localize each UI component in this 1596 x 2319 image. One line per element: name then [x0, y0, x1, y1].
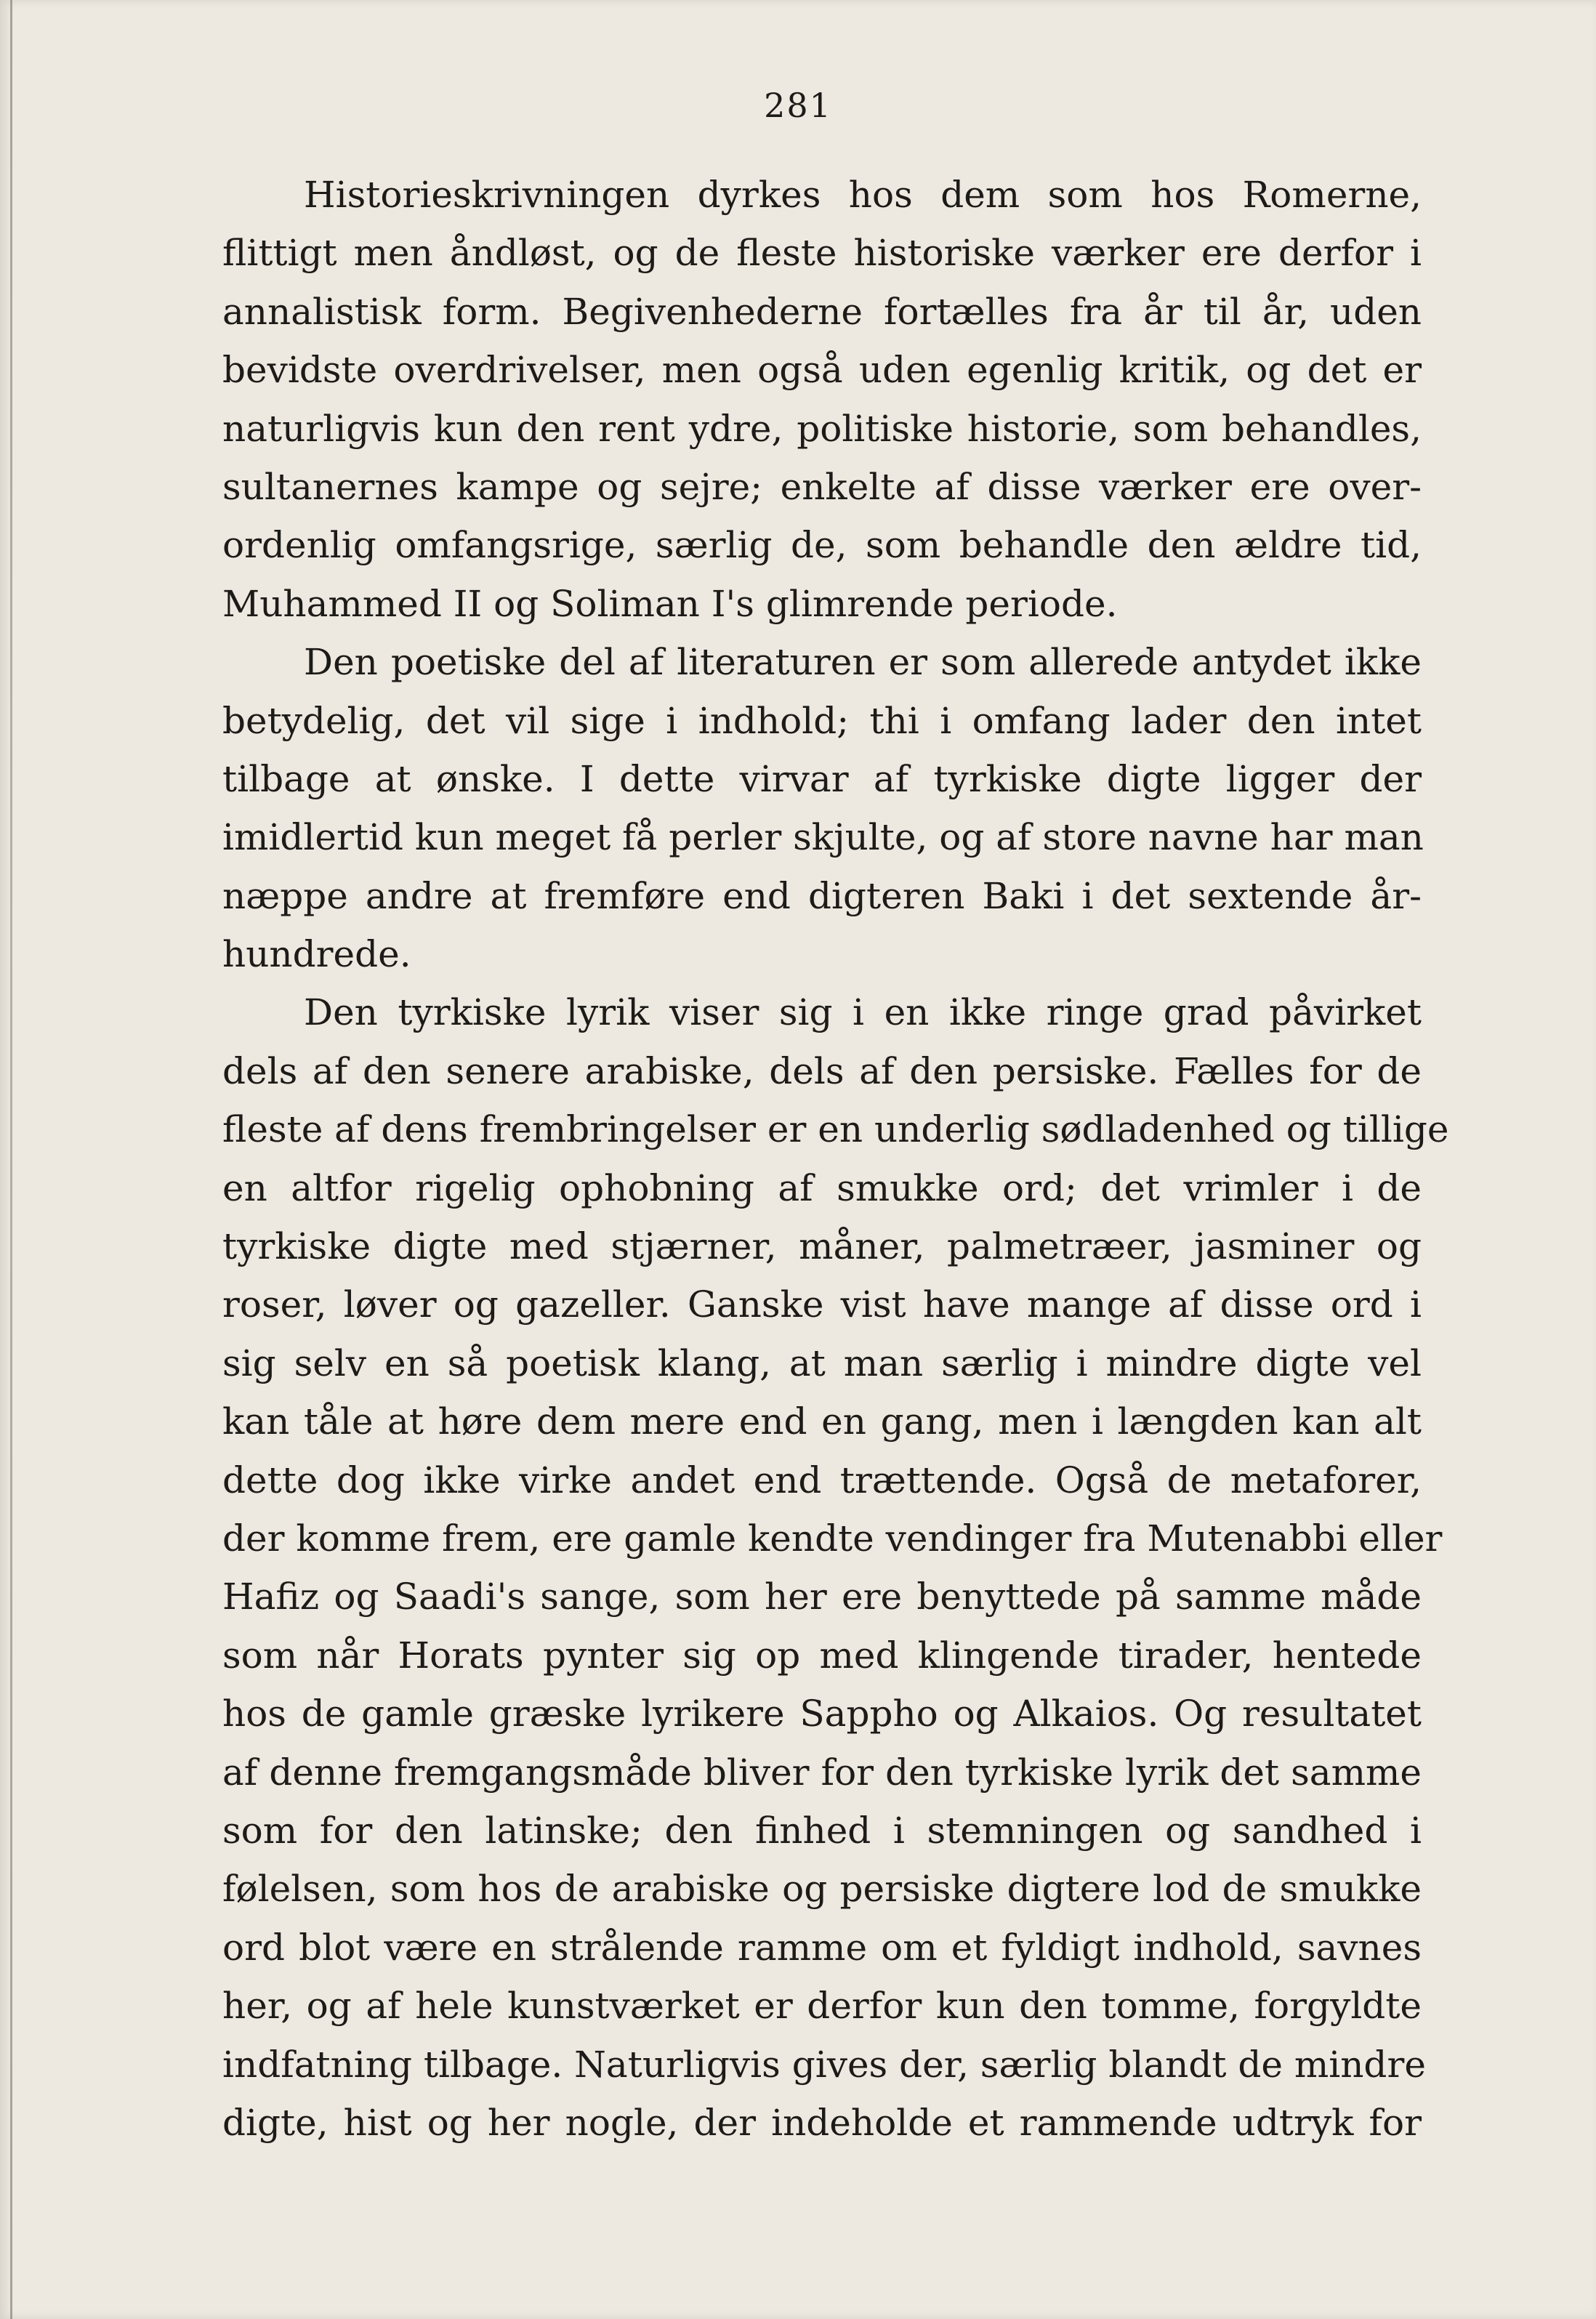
text-line: Den poetiske del af literaturen er som allerede antydet ikke	[304, 641, 1422, 684]
text-line: sultanernes kampe og sejre; enkelte af disse værker ere over-	[222, 465, 1422, 508]
text-line: sig selv en så poetisk klang, at man særlig i mindre digte vel	[222, 1342, 1422, 1384]
text-line: bevidste overdrivelser, men også uden egenlig kritik, og det er	[222, 349, 1422, 392]
text-line: indfatning tilbage. Naturligvis gives der, særlig blandt de mindre	[222, 2043, 1426, 2086]
text-line: flittigt men åndløst, og de fleste historiske værker ere derfor i	[222, 232, 1422, 275]
text-line: Den tyrkiske lyrik viser sig i en ikke ringe grad påvirket	[304, 991, 1422, 1034]
text-line: der komme frem, ere gamle kendte vendinger fra Mutenabbi eller	[222, 1517, 1443, 1560]
text-line: tyrkiske digte med stjærner, måner, palmetræer, jasminer og	[222, 1225, 1422, 1268]
text-line: dels af den senere arabiske, dels af den persiske. Fælles for de	[222, 1049, 1422, 1092]
text-line: digte, hist og her nogle, der indeholde et rammende udtryk for	[222, 2101, 1422, 2144]
text-line: betydelig, det vil sige i indhold; thi i omfang lader den intet	[222, 699, 1422, 742]
text-line: roser, løver og gazeller. Ganske vist have mange af disse ord i	[222, 1283, 1422, 1326]
text-line: Hafiz og Saadi's sange, som her ere benyttede på samme måde	[222, 1576, 1422, 1618]
page-number: 281	[764, 86, 832, 125]
text-line: fleste af dens frembringelser er en underlig sødladenhed og tillige	[222, 1108, 1449, 1151]
text-line: dette dog ikke virke andet end trættende. Også de metaforer,	[222, 1459, 1422, 1501]
text-line: kan tåle at høre dem mere end en gang, men i længden kan alt	[222, 1400, 1422, 1443]
text-line: ord blot være en strålende ramme om et fyldigt indhold, savnes	[222, 1926, 1422, 1969]
text-line: tilbage at ønske. I dette virvar af tyrkiske digte ligger der	[222, 757, 1422, 800]
text-line: næppe andre at fremføre end digteren Baki i det sextende år-	[222, 874, 1422, 917]
text-line: imidlertid kun meget få perler skjulte, og af store navne har man	[222, 816, 1424, 859]
text-line: Muhammed II og Soliman I's glimrende periode.	[222, 582, 1118, 625]
text-line: af denne fremgangsmåde bliver for den tyrkiske lyrik det samme	[222, 1751, 1422, 1794]
binding-edge	[10, 0, 12, 2319]
text-line: hos de gamle græske lyrikere Sappho og Alkaios. Og resultatet	[222, 1693, 1422, 1735]
text-line: som for den latinske; den finhed i stemningen og sandhed i	[222, 1809, 1422, 1852]
text-line: Historieskrivningen dyrkes hos dem som hos Romerne,	[304, 174, 1422, 216]
text-line: ordenlig omfangsrige, særlig de, som behandle den ældre tid,	[222, 524, 1422, 567]
text-line: annalistisk form. Begivenhederne fortælles fra år til år, uden	[222, 290, 1422, 333]
text-line: en altfor rigelig ophobning af smukke ord; det vrimler i de	[222, 1166, 1422, 1209]
text-line: hundrede.	[222, 933, 411, 976]
text-line: her, og af hele kunstværket er derfor kun den tomme, forgyldte	[222, 1985, 1422, 2028]
text-line: naturligvis kun den rent ydre, politiske historie, som behandles,	[222, 407, 1422, 450]
text-line: følelsen, som hos de arabiske og persiske digtere lod de smukke	[222, 1868, 1422, 1911]
text-line: som når Horats pynter sig op med klingende tirader, hentede	[222, 1634, 1422, 1677]
body-text	[222, 166, 1449, 2152]
